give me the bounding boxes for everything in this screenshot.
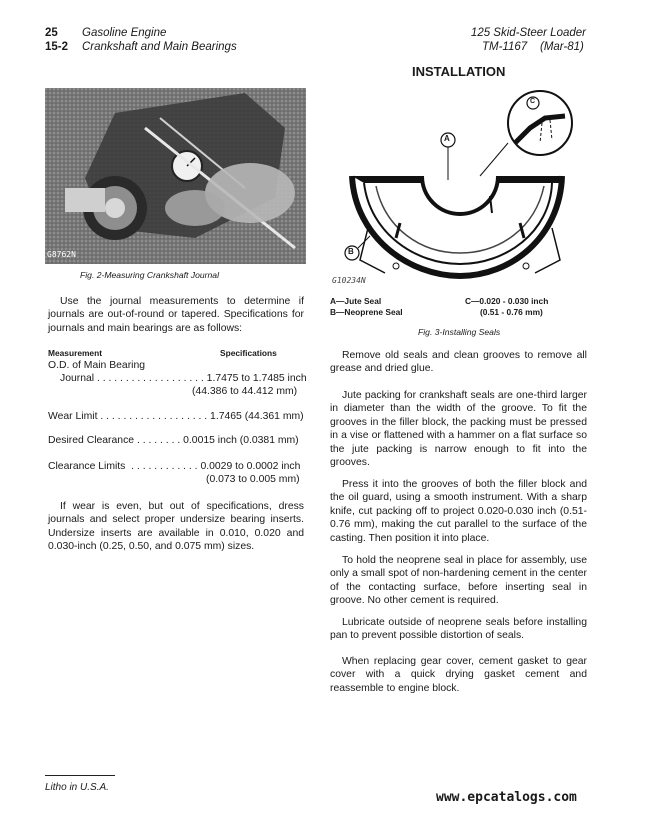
- intro-paragraph: Use the journal measurements to determine if journals are out-of-round or tapered. Specifications for journals and main bearings are as follows:: [48, 296, 304, 334]
- installation-heading: INSTALLATION: [412, 64, 506, 79]
- model-title: 125 Skid-Steer Loader: [470, 27, 586, 39]
- manual-date: (Mar-81): [540, 41, 584, 53]
- legend-c: C—0.020 - 0.030 inch: [465, 296, 549, 306]
- spec-header-measurement: Measurement: [48, 348, 102, 358]
- litho-note: Litho in U.S.A.: [45, 782, 109, 793]
- journal-mm: (44.386 to 44.412 mm): [192, 386, 298, 397]
- paragraph-lubricate: Lubricate outside of neoprene seals before installing pan to prevent possible distortion of seals.: [330, 617, 587, 642]
- journal-row: Journal . . . . . . . . . . . . . . . . . . . 1.7475 to 1.7485 inch: [60, 373, 307, 384]
- section-title: Crankshaft and Main Bearings: [82, 41, 237, 53]
- engine-title: Gasoline Engine: [82, 27, 167, 39]
- legend-b: B—Neoprene Seal: [330, 307, 403, 317]
- callout-b: B: [348, 247, 354, 256]
- spec-header-specifications: Specifications: [220, 348, 277, 358]
- callout-a: A: [444, 134, 450, 143]
- manual-number: TM-1167: [482, 41, 528, 53]
- footer-rule: [45, 775, 115, 776]
- paragraph-neoprene-seal: To hold the neoprene seal in place for assembly, use only a small spot of non-hardening cement in the center of the contacting surface, before inserting seal in groove. No other cement is required.: [330, 555, 587, 607]
- seal-diagram: [330, 88, 590, 288]
- paragraph-press-grooves: Press it into the grooves of both the filler block and the oil guard, using a smooth instrument. With a sharp knife, cut packing off to project 0.020-0.030 inch (0.51-0.76 mm), making the cut parallel to the surface of the casting. Then position it into place.: [330, 479, 587, 544]
- desired-clearance-row: Desired Clearance . . . . . . . . 0.0015 inch (0.0381 mm): [48, 435, 299, 446]
- callout-c: C: [530, 98, 536, 105]
- watermark-link[interactable]: www.epcatalogs.com: [436, 790, 577, 805]
- od-main-bearing: O.D. of Main Bearing: [48, 360, 146, 371]
- crankshaft-photo: [45, 88, 306, 264]
- page-number: 25: [45, 27, 58, 39]
- wear-limit-row: Wear Limit . . . . . . . . . . . . . . . . . . . 1.7465 (44.361 mm): [48, 411, 304, 422]
- paragraph-gear-cover: When replacing gear cover, cement gasket to gear cover with a quick drying gasket cement and reassemble to engine block.: [330, 656, 587, 694]
- legend-a: A—Jute Seal: [330, 296, 382, 306]
- fig3-caption: Fig. 3-Installing Seals: [418, 327, 501, 337]
- clearance-mm: (0.073 to 0.005 mm): [206, 474, 300, 485]
- paragraph-jute-packing: Jute packing for crankshaft seals are one-third larger in diameter than the width of the groove. To fit the grooves in the filler block, the packing must be pressed in a vise or flattened with a hammer on a flat surface so the jute packing is narrow enough to fit into the grooves.: [330, 390, 587, 469]
- crankshaft-photo-art: [45, 88, 306, 264]
- diagram-code: G10234N: [332, 276, 366, 285]
- seal-diagram-art: [330, 88, 590, 288]
- section-number: 15-2: [45, 41, 69, 53]
- clearance-limits-row: Clearance Limits . . . . . . . . . . . . 0.0029 to 0.0002 inch: [48, 461, 301, 472]
- paragraph-remove-seals: Remove old seals and clean grooves to remove all grease and dried glue.: [330, 350, 587, 375]
- legend-c-mm: (0.51 - 0.76 mm): [480, 307, 543, 317]
- wear-paragraph: If wear is even, but out of specifications, dress journals and select proper undersize bearing inserts. Undersize inserts are available in 0.010, 0.020 and 0.030-inch (0.25, 0.50, and 0.075 mm) sizes.: [48, 501, 304, 553]
- fig2-caption: Fig. 2-Measuring Crankshaft Journal: [80, 270, 219, 280]
- photo-code: G8762N: [47, 250, 76, 259]
